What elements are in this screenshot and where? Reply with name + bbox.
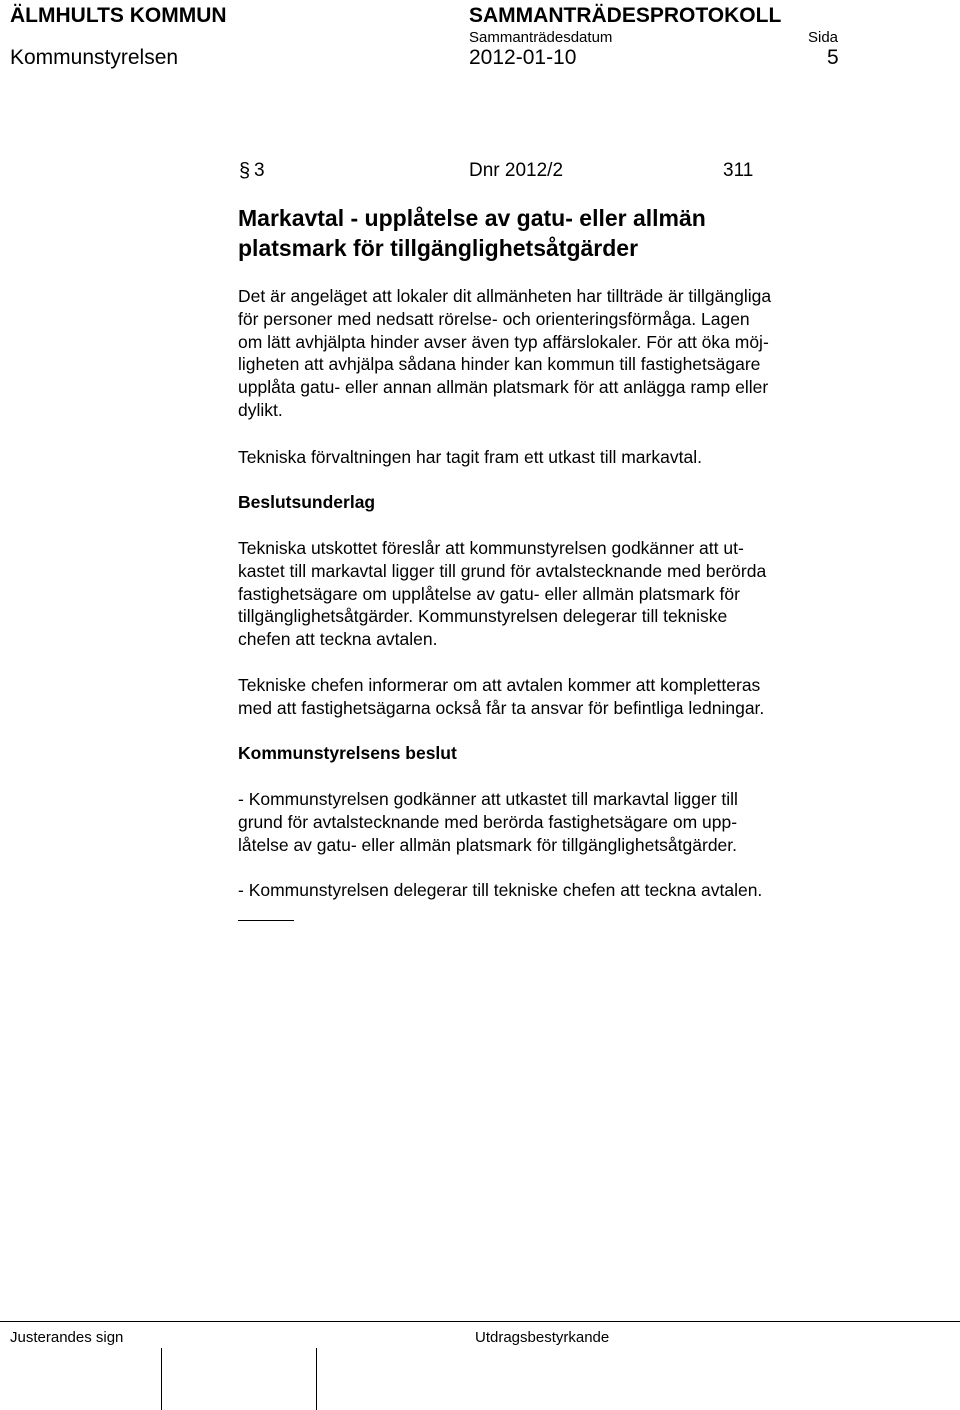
item-title-line-1: Markavtal - upplåtelse av gatu- eller allmän <box>238 205 706 231</box>
justerandes-sign-label: Justerandes sign <box>10 1329 124 1346</box>
protocol-title: SAMMANTRÄDESPROTOKOLL <box>469 4 782 27</box>
text-line: kastet till markavtal ligger till grund för avtalstecknande med berörda <box>238 560 767 581</box>
text-line: Tekniska förvaltningen har tagit fram ett utkast till markavtal. <box>238 447 702 467</box>
organization-name: ÄLMHULTS KOMMUN <box>10 4 227 27</box>
item-title-line-2: platsmark för tillgänglighetsåtgärder <box>238 235 639 261</box>
case-number: Dnr 2012/2 <box>469 160 564 181</box>
meeting-date-label: Sammanträdesdatum <box>469 29 613 46</box>
text-line: dylikt. <box>238 399 283 420</box>
committee-name: Kommunstyrelsen <box>10 46 179 69</box>
intro-paragraph <box>238 285 848 422</box>
section-symbol: § <box>239 160 251 182</box>
page-label: Sida <box>808 29 839 46</box>
archive-code: 311 <box>723 160 754 181</box>
page-number: 5 <box>827 46 839 69</box>
text-line: - Kommunstyrelsen godkänner att utkastet till markavtal ligger till <box>238 789 738 809</box>
heading-text: Kommunstyrelsens beslut <box>238 743 457 763</box>
proposal-paragraph <box>238 537 848 651</box>
text-line: upplåta gatu- eller annan allmän platsmark för att anlägga ramp eller <box>238 377 769 398</box>
signature-box-divider <box>161 1348 162 1410</box>
text-line: Det är angeläget att lokaler dit allmänheten har tillträde är tillgängliga <box>238 286 772 306</box>
text-line: ligheten att avhjälpa sådana hinder kan kommun till fastighetsägare <box>238 354 761 375</box>
end-rule <box>238 920 294 921</box>
text-line: Tekniske chefen informerar om att avtalen kommer att kompletteras <box>238 675 761 695</box>
info-paragraph <box>238 674 848 720</box>
text-line: chefen att teckna avtalen. <box>238 629 438 650</box>
text-line: - Kommunstyrelsen delegerar till tekniske chefen att teckna avtalen. <box>238 880 763 900</box>
beslutsunderlag-heading <box>238 491 848 514</box>
text-line: Tekniska utskottet föreslår att kommunstyrelsen godkänner att ut- <box>238 538 744 558</box>
decision-paragraph-1 <box>238 788 848 856</box>
text-line: tillgänglighetsåtgärder. Kommunstyrelsen delegerar till tekniske <box>238 606 728 627</box>
footer-divider <box>0 1321 960 1322</box>
meeting-date: 2012-01-10 <box>469 46 577 69</box>
utdragsbestyrkande-label: Utdragsbestyrkande <box>475 1329 610 1346</box>
draft-note <box>238 446 848 469</box>
text-line: för personer med nedsatt rörelse- och orienteringsförmåga. Lagen <box>238 308 750 329</box>
text-line: om lätt avhjälpta hinder avser även typ affärslokaler. För att öka möj- <box>238 331 769 352</box>
text-line: grund för avtalstecknande med berörda fastighetsägare om upp- <box>238 811 738 832</box>
section-number: 3 <box>254 160 265 181</box>
text-line: låtelse av gatu- eller allmän platsmark för tillgänglighetsåtgärder. <box>238 834 738 855</box>
decision-heading <box>238 742 848 765</box>
decision-paragraph-2 <box>238 879 848 902</box>
heading-text: Beslutsunderlag <box>238 492 376 512</box>
text-line: fastighetsägare om upplåtelse av gatu- eller allmän platsmark för <box>238 583 740 604</box>
signature-box-divider <box>316 1348 317 1410</box>
text-line: med att fastighetsägarna också får ta ansvar för befintliga ledningar. <box>238 697 765 718</box>
